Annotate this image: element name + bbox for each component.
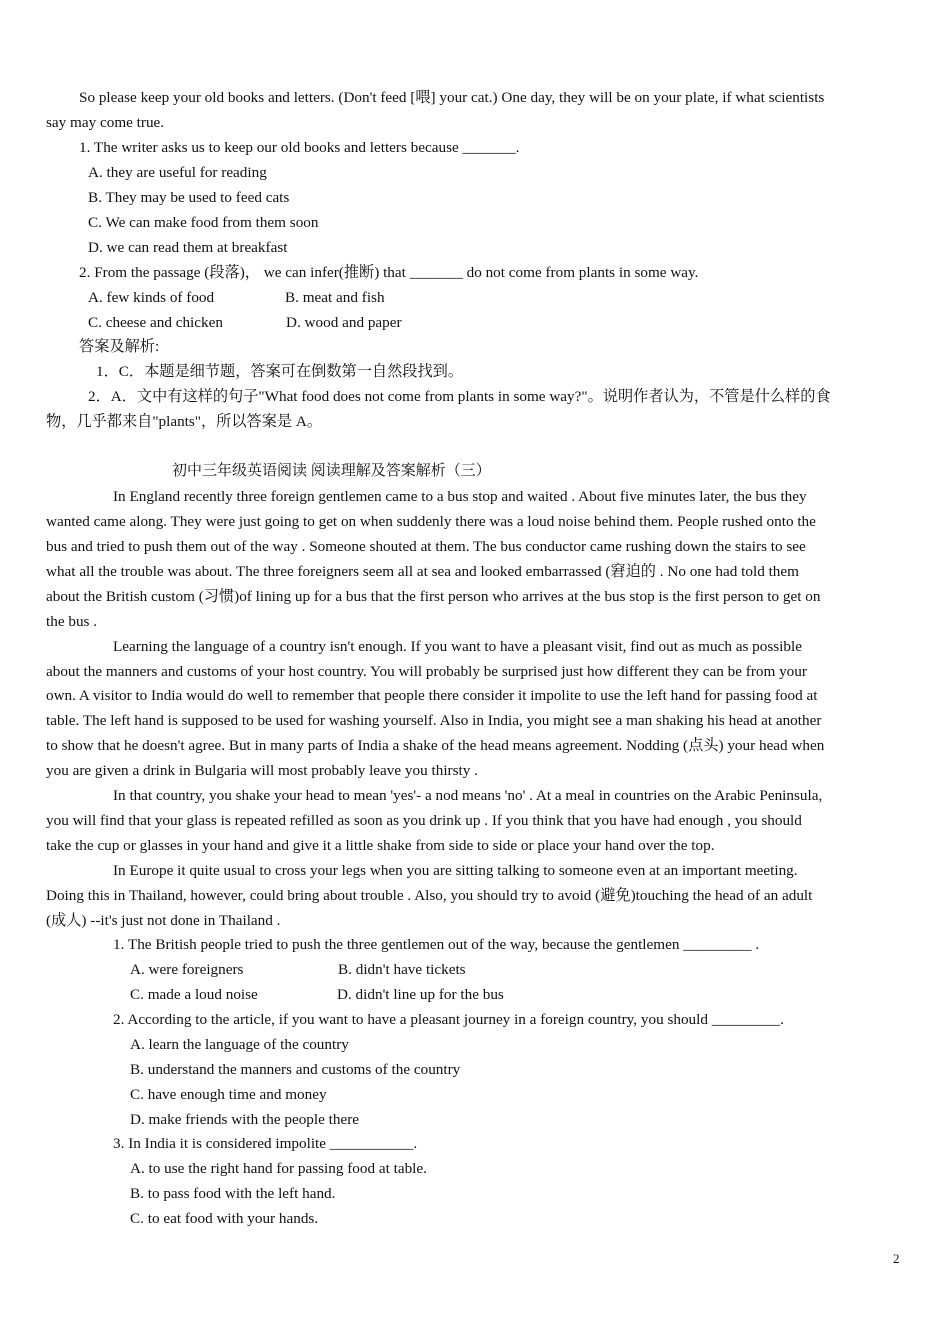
prev-paragraph-line: say may come true.: [46, 114, 165, 131]
passage-line: In Europe it quite usual to cross your legs when you are sitting talking to someone even at an important meeting.: [113, 862, 798, 879]
passage-line: the bus .: [46, 613, 98, 630]
q3-option-b: B. to pass food with the left hand.: [130, 1185, 336, 1202]
passage-line: take the cup or glasses in your hand and give it a little shake from side to side or place your hand over the top.: [46, 837, 715, 854]
prev-q1-option-b: B. They may be used to feed cats: [88, 189, 290, 206]
q2-option-a: A. learn the language of the country: [130, 1036, 349, 1053]
prev-q1-option-c: C. We can make food from them soon: [88, 214, 319, 231]
prev-q2-option-b: B. meat and fish: [285, 289, 385, 306]
q2-option-b: B. understand the manners and customs of the country: [130, 1061, 461, 1078]
passage-line: you will find that your glass is repeated refilled as soon as you drink up . If you think that you have had enough , you should: [46, 812, 802, 829]
passage-line: In that country, you shake your head to mean 'yes'- a nod means 'no' . At a meal in countries on the Arabic Peninsula,: [113, 787, 823, 804]
prev-question-2: 2. From the passage (段落)， we can infer(推断) that _______ do not come from plants in some way.: [79, 264, 699, 281]
prev-paragraph-line: So please keep your old books and letters. (Don't feed [喂] your cat.) One day, they will be on your plate, if what scientists: [79, 89, 825, 106]
question-1: 1. The British people tried to push the three gentlemen out of the way, because the gentlemen _________ .: [113, 936, 760, 953]
passage-line: you are given a drink in Bulgaria will most probably leave you thirsty .: [46, 762, 478, 779]
q1-option-a: A. were foreigners: [130, 961, 244, 978]
passage-line: wanted came along. They were just going to get on when suddenly there was a loud noise behind them. People rushed onto the: [46, 513, 816, 530]
prev-q2-option-a: A. few kinds of food: [88, 289, 215, 306]
q1-option-c: C. made a loud noise: [130, 986, 258, 1003]
passage-line: (成人) --it's just not done in Thailand .: [46, 912, 281, 929]
prev-question-1: 1. The writer asks us to keep our old books and letters because _______.: [79, 139, 520, 156]
prev-q2-option-d: D. wood and paper: [286, 314, 402, 331]
passage-line: about the British custom (习惯)of lining up for a bus that the first person who arrives at the bus stop is the first person to get on: [46, 588, 821, 605]
prev-q1-option-d: D. we can read them at breakfast: [88, 239, 288, 256]
answer-line: 2．A．文中有这样的句子"What food does not come from plants in some way?"。说明作者认为，不管是什么样的食: [88, 388, 831, 405]
q3-option-a: A. to use the right hand for passing food at table.: [130, 1160, 427, 1177]
answer-line: 物，几乎都来自"plants"，所以答案是 A。: [46, 413, 323, 430]
q2-option-c: C. have enough time and money: [130, 1086, 327, 1103]
prev-q1-option-a: A. they are useful for reading: [88, 164, 267, 181]
passage-line: table. The left hand is supposed to be used for washing yourself. Also in India, you might see a man shaking his head at another: [46, 712, 822, 729]
q2-option-d: D. make friends with the people there: [130, 1111, 359, 1128]
passage-line: In England recently three foreign gentlemen came to a bus stop and waited . About five minutes later, the bus they: [113, 488, 807, 505]
passage-line: Learning the language of a country isn't enough. If you want to have a pleasant visit, find out as much as possible: [113, 638, 802, 655]
passage-line: own. A visitor to India would do well to remember that people there consider it impolite to use the left hand for passing food at: [46, 687, 818, 704]
passage-line: Doing this in Thailand, however, could bring about trouble . Also, you should try to avoid (避免)touching the head of an adult: [46, 887, 813, 904]
question-2: 2. According to the article, if you want to have a pleasant journey in a foreign country, you should _________.: [113, 1011, 784, 1028]
prev-q2-option-c: C. cheese and chicken: [88, 314, 223, 331]
passage-line: about the manners and customs of your host country. You will probably be surprised just how different they can be from your: [46, 663, 807, 680]
q3-option-c: C. to eat food with your hands.: [130, 1210, 319, 1227]
q1-option-b: B. didn't have tickets: [338, 961, 466, 978]
q1-option-d: D. didn't line up for the bus: [337, 986, 504, 1003]
passage-line: what all the trouble was about. The three foreigners seem all at sea and looked embarrassed (窘迫的 . No one had told them: [46, 563, 799, 580]
answer-line: 1．C．本题是细节题，答案可在倒数第一自然段找到。: [96, 363, 464, 380]
section-title: 初中三年级英语阅读 阅读理解及答案解析（三）: [172, 463, 491, 479]
answers-label: 答案及解析:: [79, 338, 160, 355]
page-number: 2: [893, 1251, 900, 1266]
question-3: 3. In India it is considered impolite ___________.: [113, 1135, 418, 1152]
passage-line: to show that he doesn't agree. But in many parts of India a shake of the head means agreement. Nodding (点头) your head when: [46, 737, 825, 754]
passage-line: bus and tried to push them out of the way . Someone shouted at them. The bus conductor came rushing down the stairs to see: [46, 538, 806, 555]
